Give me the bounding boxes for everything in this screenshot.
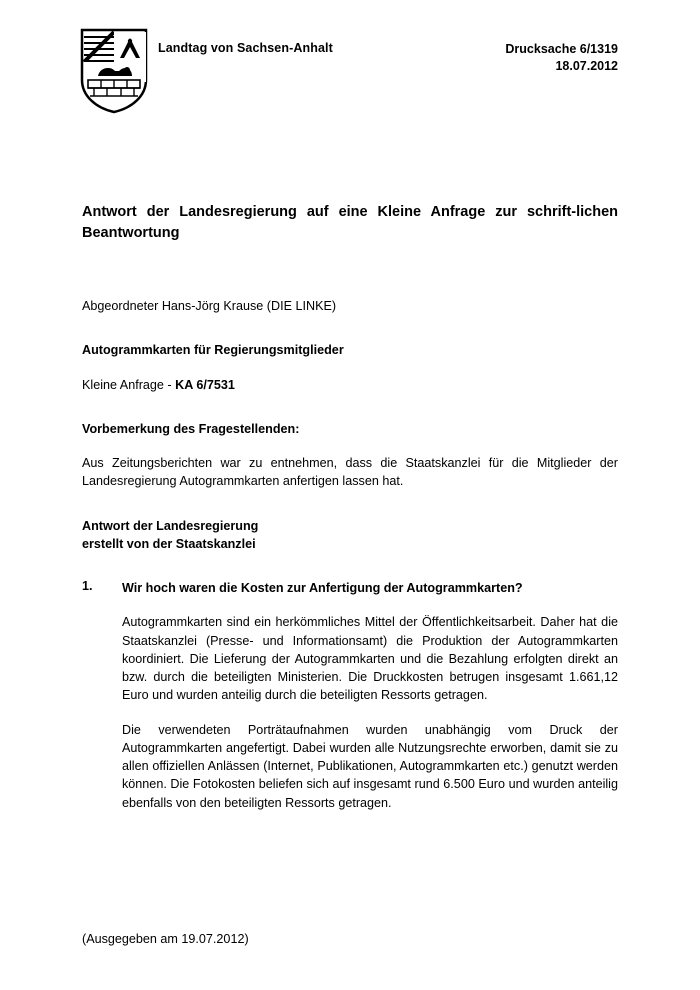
question-item xyxy=(82,579,618,597)
document-header xyxy=(82,0,618,120)
answer-paragraph: Autogrammkarten sind ein herkömmliches Mittel der Öffentlichkeitsarbeit. Daher hat die Staatskanzlei (Presse- und Informationsamt) die Produktion der Autogrammkarten koordiniert. Die Lieferung der Autogrammkarten und die Bezahlung erfolgten direkt an bzw. durch die beteiligten Ministerien. Die Druckkosten betrugen insgesamt 1.661,12 Euro und wurden anteilig durch die beteiligten Ressorts getragen. xyxy=(122,615,618,703)
subject-heading: Autogrammkarten für Regierungsmitglieder xyxy=(82,343,344,358)
inquiry-label: Kleine Anfrage - xyxy=(82,377,176,392)
question-number: 1. xyxy=(82,579,93,594)
answer-heading-line1: Antwort der Landesregierung xyxy=(82,518,259,533)
document-meta xyxy=(505,41,618,75)
inquiry-line xyxy=(82,376,618,394)
sachsen-anhalt-coat-of-arms-icon xyxy=(80,28,148,114)
preliminary-heading: Vorbemerkung des Fragestellenden: xyxy=(82,421,300,436)
parliament-name: Landtag von Sachsen-Anhalt xyxy=(158,41,333,55)
answer-paragraph: Die verwendeten Porträtaufnahmen wurden unabhängig vom Druck der Autogrammkarten angefertigt. Dabei wurden alle Nutzungsrechte erworben, damit sie zu allen offiziellen Anlässen (Internet, Publikationen, Autogrammkarten etc.) genutzt werden können. Die Fotokosten beliefen sich auf insgesamt rund 6.500 Euro und wurden anteilig ebenfalls von den beteiligten Ressorts getragen. xyxy=(122,722,618,810)
answer-heading-line2: erstellt von der Staatskanzlei xyxy=(82,536,256,551)
inquiry-number: KA 6/7531 xyxy=(175,377,235,392)
deputy-name: Abgeordneter Hans-Jörg Krause (DIE LINKE) xyxy=(82,299,337,314)
question-text: Wir hoch waren die Kosten zur Anfertigung der Autogrammkarten? xyxy=(122,581,523,596)
preliminary-text: Aus Zeitungsberichten war zu entnehmen, dass die Staatskanzlei für die Mitglieder der Landesregierung Autogrammkarten anfertigen lassen hat. xyxy=(82,456,618,489)
drucksache-number: Drucksache 6/1319 xyxy=(505,42,618,56)
page-title: Antwort der Landesregierung auf eine Kleine Anfrage zur schrift-lichen Beantwortung xyxy=(82,204,618,241)
document-date: 18.07.2012 xyxy=(555,58,618,73)
document-footer: (Ausgegeben am 19.07.2012) xyxy=(82,932,249,946)
